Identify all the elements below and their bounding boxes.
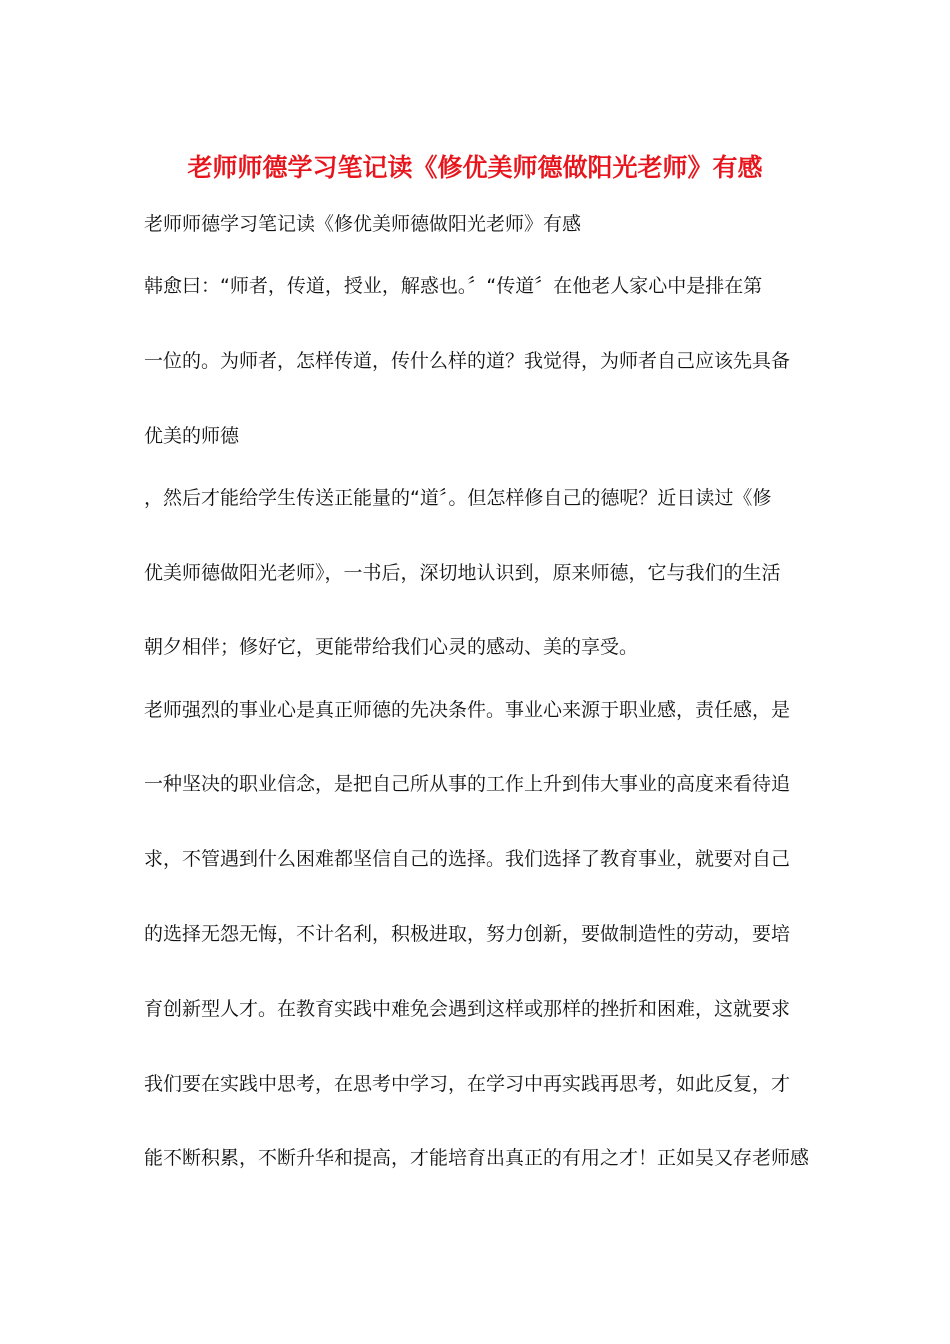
body-line: ，然后才能给学生传送正能量的“道〞。但怎样修自己的德呢？近日读过《修 bbox=[144, 487, 772, 509]
page-title: 老师师德学习笔记读《修优美师德做阳光老师》有感 bbox=[187, 153, 763, 182]
body-line: 老师强烈的事业心是真正师德的先决条件。事业心来源于职业感，责任感，是 bbox=[144, 699, 791, 721]
body-line: 优美的师德 bbox=[144, 425, 240, 447]
body-line: 朝夕相伴；修好它，更能带给我们心灵的感动、美的享受。 bbox=[144, 636, 639, 658]
subtitle-line: 老师师德学习笔记读《修优美师德做阳光老师》有感 bbox=[144, 213, 582, 235]
body-line: 求，不管遇到什么困难都坚信自己的选择。我们选择了教育事业，就要对自己 bbox=[144, 848, 791, 870]
body-line: 优美师德做阳光老师》，一书后，深切地认识到，原来师德，它与我们的生活 bbox=[144, 562, 781, 584]
body-line: 一位的。为师者，怎样传道，传什么样的道？我觉得，为师者自己应该先具备 bbox=[144, 350, 791, 372]
body-line: 的选择无怨无悔，不计名利，积极进取，努力创新，要做制造性的劳动，要培 bbox=[144, 923, 791, 945]
body-line: 育创新型人才。在教育实践中难免会遇到这样或那样的挫折和困难，这就要求 bbox=[144, 998, 791, 1020]
body-line: 我们要在实践中思考，在思考中学习，在学习中再实践再思考，如此反复，才 bbox=[144, 1073, 791, 1095]
body-line: 一种坚决的职业信念，是把自己所从事的工作上升到伟大事业的高度来看待追 bbox=[144, 773, 791, 795]
body-line: 韩愈曰：“师者，传道，授业，解惑也。〞“传道〞在他老人家心中是排在第 bbox=[144, 275, 763, 297]
body-line: 能不断积累，不断升华和提高，才能培育出真正的有用之才！正如吴又存老师感 bbox=[144, 1147, 810, 1169]
